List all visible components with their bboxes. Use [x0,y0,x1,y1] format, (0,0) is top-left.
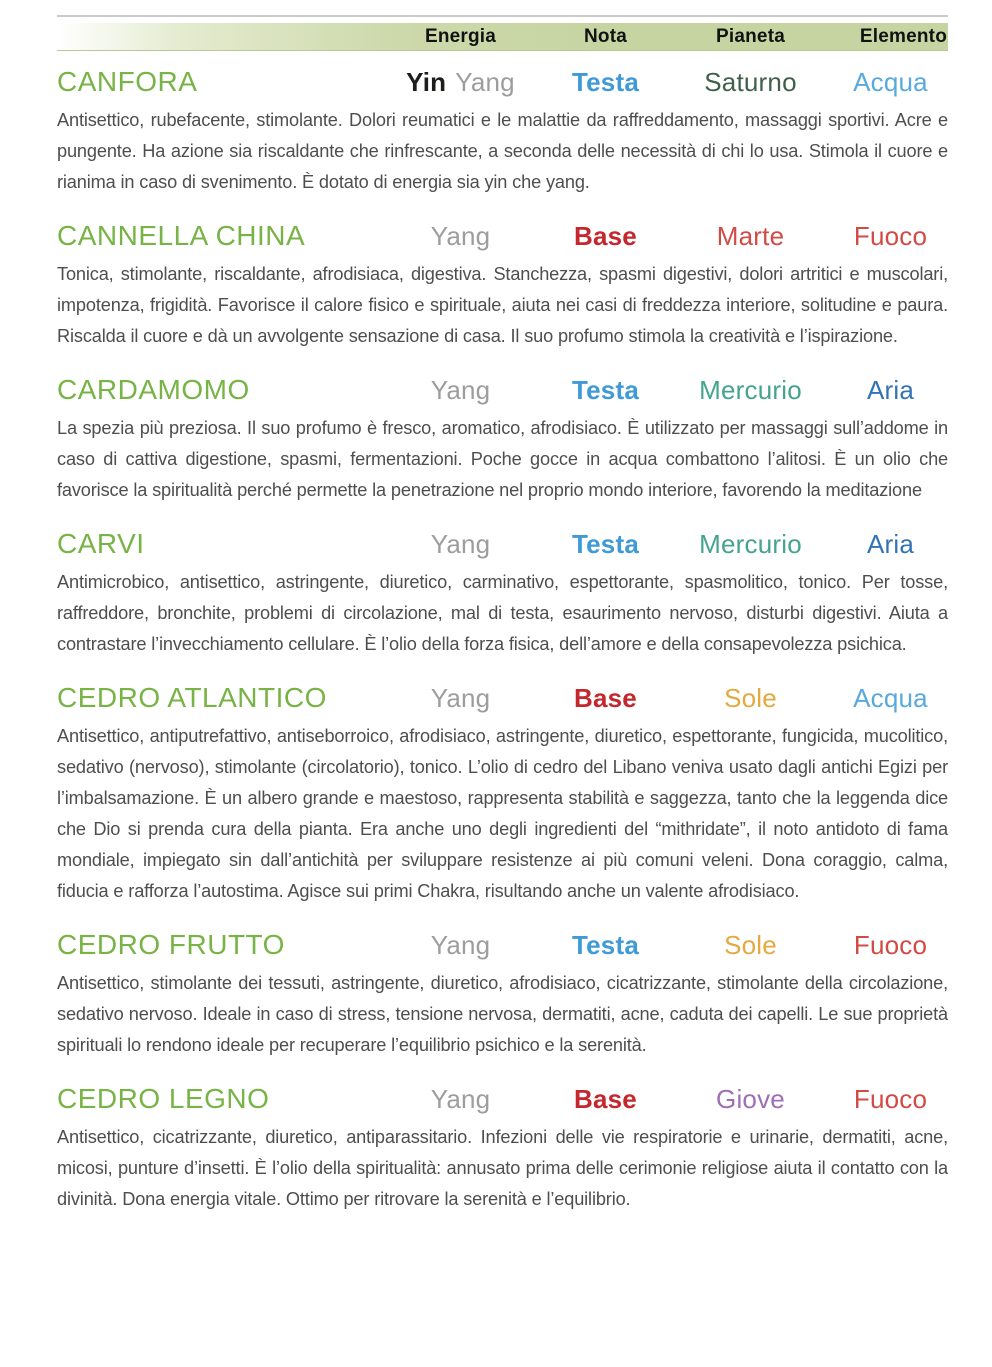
elemento-value: Fuoco [853,1084,928,1114]
pianeta-value: Giove [716,1084,785,1114]
oil-entry-header-row [57,65,948,99]
oil-entry-header-row [57,1082,948,1116]
oil-name: CEDRO ATLANTICO [57,682,327,713]
oil-description: Antisettico, cicatrizzante, diuretico, antiparassitario. Infezioni delle vie respiratorie e urinarie, dermatiti, acne, micosi, punture d’insetti. È l’olio della spiritualità: annusato prima delle cerimonie religiose aiuta il contatto con la divinità. Dona energia vitale. Ottimo per ritrovare la serenità e l’equilibrio. [57,1127,948,1209]
elemento-value: Aria [866,375,915,405]
energia-value [378,928,543,962]
energia-segment: Yang [430,221,491,251]
oil-entry-header-row [57,373,948,407]
pianeta-value: Mercurio [699,375,802,405]
oil-name: CEDRO FRUTTO [57,929,285,960]
energia-segment: Yang [430,1084,491,1114]
oil-description: Antisettico, stimolante dei tessuti, astringente, diuretico, afrodisiaco, cicatrizzante, stimolante della circolazione, sedativo nervoso. Ideale in caso di stress, tensione nervosa, dermatiti, acne, caduta dei capelli. Le sue proprietà spirituali lo rendono ideale per recuperare l’equilibrio psichico e la serenità. [57,973,948,1055]
nota-value: Testa [572,930,639,960]
oil-name: CEDRO LEGNO [57,1083,270,1114]
pianeta-value: Sole [724,930,777,960]
oil-entry [57,928,948,1061]
oil-entry-header-row [57,219,948,253]
energia-value [378,373,543,407]
pianeta-value: Mercurio [699,529,802,559]
oil-entry-header-row [57,681,948,715]
oil-description: Antisettico, rubefacente, stimolante. Dolori reumatici e le malattie da raffreddamento, massaggi sportivi. Acre e pungente. Ha azione sia riscaldante che rinfrescante, a seconda delle necessità di chi lo usa. Stimola il cuore e rianima in caso di svenimento. È dotato di energia sia yin che yang. [57,110,948,192]
column-header-energia: Energia [424,25,497,47]
energia-value [378,1082,543,1116]
pianeta-value: Saturno [704,67,797,97]
oil-entry-header-row [57,527,948,561]
elemento-value: Fuoco [853,930,928,960]
elemento-value: Acqua [853,67,928,97]
energia-segment: Yang [455,67,515,97]
nota-value: Testa [572,529,639,559]
oil-description: Antisettico, antiputrefattivo, antiseborroico, afrodisiaco, astringente, diuretico, espettorante, fungicida, mucolitico, sedativo (nervoso), stimolante (circolatorio), tonico. L’olio di cedro del Libano veniva usato dagli antichi Egizi per l’imbalsamazione. È un albero grande e maestoso, rappresenta stabilità e saggezza, tanto che la leggenda dice che Dio si prenda cura della pianta. Era anche uno degli ingredienti del “mithridate”, il noto antidoto di fama mondiale, impiegato sin dall’antichità per sviluppare resistenze ai più comuni veleni. Dona coraggio, calma, fiducia e rafforza l’autostima. Agisce sui primi Chakra, risultando anche un valente afrodisiaco. [57,726,948,901]
oil-name: CANFORA [57,66,198,97]
pianeta-value: Sole [724,683,777,713]
nota-value: Testa [572,67,639,97]
column-header-nota: Nota [583,25,628,47]
energia-value [378,681,543,715]
energia-value [378,65,543,99]
oil-entry [57,527,948,660]
nota-value: Base [574,221,637,251]
elemento-value: Fuoco [853,221,928,251]
oil-entry [57,681,948,907]
oil-entry [57,65,948,198]
energia-value [378,527,543,561]
energia-segment: Yang [430,529,491,559]
oil-name: CANNELLA CHINA [57,220,306,251]
energia-value [378,219,543,253]
oil-name: CARVI [57,528,145,559]
column-header-elemento: Elemento [859,25,947,47]
pianeta-value: Marte [716,221,785,251]
energia-segment: Yin [406,67,447,97]
oil-description: Tonica, stimolante, riscaldante, afrodisiaca, digestiva. Stanchezza, spasmi digestivi, dolori artritici e muscolari, impotenza, frigidità. Favorisce il calore fisico e spirituale, aiuta nei casi di freddezza interiore, solitudine e paura. Riscalda il cuore e dà un avvolgente sensazione di casa. Il suo profumo stimola la creatività e l’ispirazione. [57,264,948,346]
oil-entries-list [57,65,948,1215]
energia-segment: Yang [430,930,491,960]
oil-entry [57,373,948,506]
top-rule [57,15,948,17]
oil-description: Antimicrobico, antisettico, astringente, diuretico, carminativo, espettorante, spasmolitico, tonico. Per tosse, raffreddore, bronchite, problemi di circolazione, mal di testa, esaurimento nervoso, disturbi digestivi. Aiuta a contrastare l’invecchiamento cellulare. È l’olio della forza fisica, dell’amore e della consapevolezza psichica. [57,572,948,654]
oil-entry [57,1082,948,1215]
oil-name: CARDAMOMO [57,374,250,405]
energia-segment: Yang [430,683,491,713]
oil-entry [57,219,948,352]
oil-description: La spezia più preziosa. Il suo profumo è fresco, aromatico, afrodisiaco. È utilizzato per massaggi sull’addome in caso di cattiva digestione, spasmi, fermentazioni. Poche gocce in acqua combattono l’alitosi. È un olio che favorisce la spiritualità perché permette la penetrazione nel proprio mondo interiore, favorendo la meditazione [57,418,948,500]
nota-value: Testa [572,375,639,405]
oil-entry-header-row [57,928,948,962]
elemento-value: Acqua [853,683,928,713]
nota-value: Base [574,1084,637,1114]
column-header-pianeta: Pianeta [716,25,785,47]
nota-value: Base [574,683,637,713]
energia-segment: Yang [430,375,491,405]
table-header-bar [57,23,948,51]
elemento-value: Aria [866,529,915,559]
